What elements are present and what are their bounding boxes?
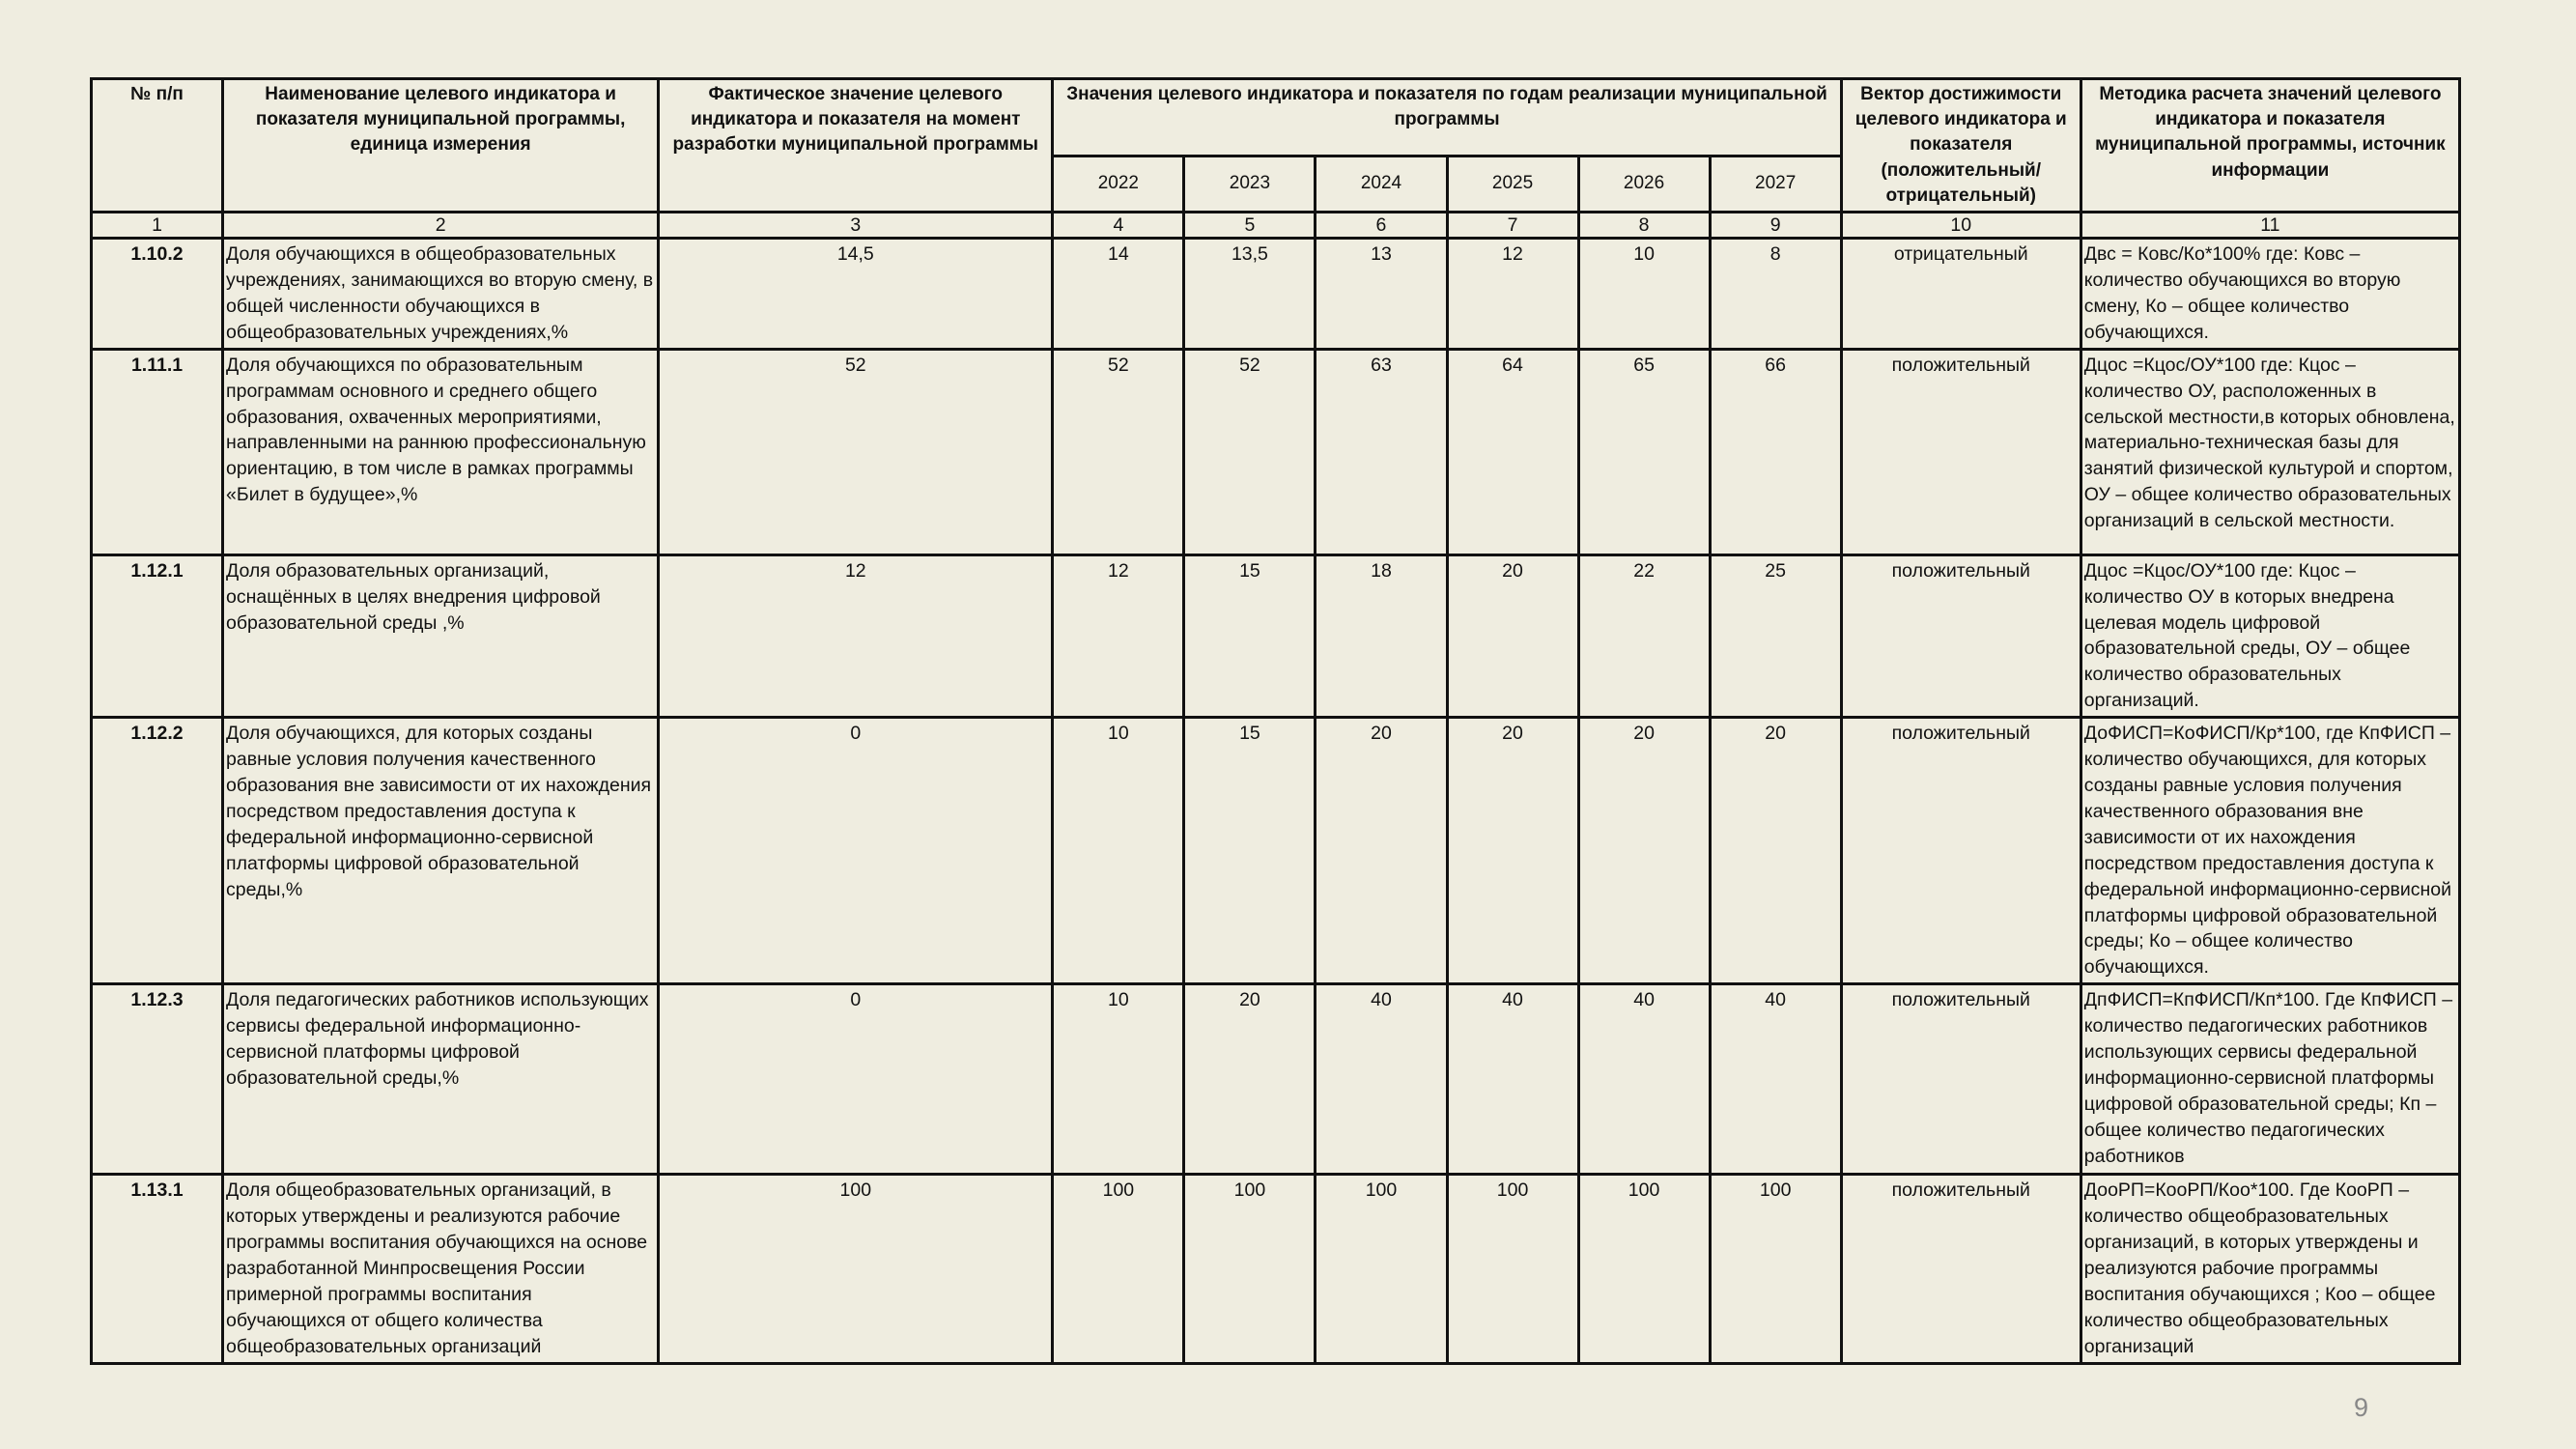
column-number: 8 — [1578, 213, 1710, 239]
row-num: 1.13.1 — [92, 1175, 223, 1363]
header-num: № п/п — [92, 79, 223, 213]
row-value-2023: 100 — [1184, 1175, 1316, 1363]
row-value-2022: 10 — [1053, 718, 1184, 984]
row-actual: 14,5 — [659, 239, 1053, 350]
row-value-2022: 100 — [1053, 1175, 1184, 1363]
column-number: 10 — [1841, 213, 2081, 239]
indicators-table — [90, 77, 2461, 1365]
row-name: Доля обучающихся по образовательным программам основного и среднего общего образования, охваченных мероприятиями, направленными на раннюю профессиональную ориентацию, в том числе в рамках программы «Билет в будущее»,% — [223, 349, 659, 554]
row-value-2022: 14 — [1053, 239, 1184, 350]
table-body — [92, 239, 2460, 1363]
row-name: Доля общеобразовательных организаций, в которых утверждены и реализуются рабочие программы воспитания обучающихся на основе разработанной Минпросвещения России примерной программы воспитания обучающихся от общего количества общеобразовательных организаций — [223, 1175, 659, 1363]
row-vector: положительный — [1841, 718, 2081, 984]
row-value-2023: 15 — [1184, 718, 1316, 984]
row-value-2023: 13,5 — [1184, 239, 1316, 350]
row-value-2023: 52 — [1184, 349, 1316, 554]
row-vector: положительный — [1841, 984, 2081, 1175]
column-number: 6 — [1316, 213, 1447, 239]
table-row — [92, 718, 2460, 984]
row-vector: положительный — [1841, 1175, 2081, 1363]
row-method: ДпФИСП=КпФИСП/Кп*100. Где КпФИСП – количество педагогических работников использующих сервисы федеральной информационно-сервисной платформы цифровой образовательной среды; Кп – общее количество педагогических работников — [2081, 984, 2459, 1175]
row-value-2024: 63 — [1316, 349, 1447, 554]
row-value-2024: 100 — [1316, 1175, 1447, 1363]
row-num: 1.12.3 — [92, 984, 223, 1175]
header-year-2025: 2025 — [1447, 156, 1578, 213]
header-year-2024: 2024 — [1316, 156, 1447, 213]
column-number: 1 — [92, 213, 223, 239]
header-year-2027: 2027 — [1710, 156, 1841, 213]
header-name: Наименование целевого индикатора и показателя муниципальной программы, единица измерения — [223, 79, 659, 213]
column-numbers-row — [92, 213, 2460, 239]
row-method: ДооРП=КооРП/Коо*100. Где КооРП – количество общеобразовательных организаций, в которых утверждены и реализуются рабочие программы воспитания обучающихся ; Коо – общее количество общеобразовательных организаций — [2081, 1175, 2459, 1363]
row-value-2025: 20 — [1447, 554, 1578, 717]
row-num: 1.12.1 — [92, 554, 223, 717]
row-value-2026: 22 — [1578, 554, 1710, 717]
column-number: 5 — [1184, 213, 1316, 239]
row-method: Дцос =Кцос/ОУ*100 где: Кцос – количество ОУ, расположенных в сельской местности,в которых обновлена, материально-техническая базы для занятий физической культурой и спортом, ОУ – общее количество образовательных организаций в сельской местности. — [2081, 349, 2459, 554]
page-number: 9 — [2354, 1393, 2369, 1422]
row-value-2026: 10 — [1578, 239, 1710, 350]
row-value-2024: 13 — [1316, 239, 1447, 350]
row-value-2027: 40 — [1710, 984, 1841, 1175]
row-value-2027: 66 — [1710, 349, 1841, 554]
table-row — [92, 239, 2460, 350]
header-year-2026: 2026 — [1578, 156, 1710, 213]
row-value-2025: 12 — [1447, 239, 1578, 350]
row-value-2026: 100 — [1578, 1175, 1710, 1363]
row-value-2026: 20 — [1578, 718, 1710, 984]
row-actual: 0 — [659, 984, 1053, 1175]
column-number: 3 — [659, 213, 1053, 239]
row-actual: 0 — [659, 718, 1053, 984]
header-year-2023: 2023 — [1184, 156, 1316, 213]
row-value-2026: 65 — [1578, 349, 1710, 554]
row-value-2027: 100 — [1710, 1175, 1841, 1363]
row-value-2025: 20 — [1447, 718, 1578, 984]
row-num: 1.10.2 — [92, 239, 223, 350]
row-method: ДоФИСП=КоФИСП/Кр*100, где КпФИСП – количество обучающихся, для которых созданы равные условия получения качественного образования вне зависимости от их нахождения посредством предоставления доступа к федеральной информационно-сервисной платформы цифровой образовательной среды; Ко – общее количество обучающихся. — [2081, 718, 2459, 984]
row-method: Двс = Ковс/Ко*100% где: Ковс – количество обучающихся во вторую смену, Ко – общее количество обучающихся. — [2081, 239, 2459, 350]
table-row — [92, 1175, 2460, 1363]
table-row — [92, 349, 2460, 554]
row-value-2024: 18 — [1316, 554, 1447, 717]
row-name: Доля образовательных организаций, оснащённых в целях внедрения цифровой образовательной среды ,% — [223, 554, 659, 717]
row-value-2025: 100 — [1447, 1175, 1578, 1363]
header-method: Методика расчета значений целевого индикатора и показателя муниципальной программы, источник информации — [2081, 79, 2459, 213]
row-value-2024: 40 — [1316, 984, 1447, 1175]
column-number: 2 — [223, 213, 659, 239]
row-name: Доля педагогических работников использующих сервисы федеральной информационно-сервисной платформы цифровой образовательной среды,% — [223, 984, 659, 1175]
row-actual: 100 — [659, 1175, 1053, 1363]
row-vector: положительный — [1841, 349, 2081, 554]
row-actual: 52 — [659, 349, 1053, 554]
table-header — [92, 79, 2460, 239]
row-value-2025: 64 — [1447, 349, 1578, 554]
header-vector: Вектор достижимости целевого индикатора и показателя (положительный/отрицательный) — [1841, 79, 2081, 213]
header-actual: Фактическое значение целевого индикатора и показателя на момент разработки муниципальной программы — [659, 79, 1053, 213]
row-num: 1.12.2 — [92, 718, 223, 984]
row-value-2022: 10 — [1053, 984, 1184, 1175]
row-name: Доля обучающихся в общеобразовательных учреждениях, занимающихся во вторую смену, в общей численности обучающихся в общеобразовательных учреждениях,% — [223, 239, 659, 350]
row-value-2023: 20 — [1184, 984, 1316, 1175]
row-value-2027: 25 — [1710, 554, 1841, 717]
column-number: 4 — [1053, 213, 1184, 239]
column-number: 7 — [1447, 213, 1578, 239]
column-number: 9 — [1710, 213, 1841, 239]
column-number: 11 — [2081, 213, 2459, 239]
row-vector: положительный — [1841, 554, 2081, 717]
row-actual: 12 — [659, 554, 1053, 717]
row-value-2027: 20 — [1710, 718, 1841, 984]
table-row — [92, 554, 2460, 717]
indicators-table-wrap — [90, 77, 2461, 1365]
table-row — [92, 984, 2460, 1175]
row-value-2022: 12 — [1053, 554, 1184, 717]
row-value-2025: 40 — [1447, 984, 1578, 1175]
row-value-2027: 8 — [1710, 239, 1841, 350]
row-method: Дцос =Кцос/ОУ*100 где: Кцос – количество ОУ в которых внедрена целевая модель цифровой образовательной среды, ОУ – общее количество образовательных организаций. — [2081, 554, 2459, 717]
row-vector: отрицательный — [1841, 239, 2081, 350]
row-value-2024: 20 — [1316, 718, 1447, 984]
row-value-2022: 52 — [1053, 349, 1184, 554]
row-num: 1.11.1 — [92, 349, 223, 554]
row-value-2023: 15 — [1184, 554, 1316, 717]
row-value-2026: 40 — [1578, 984, 1710, 1175]
header-year-2022: 2022 — [1053, 156, 1184, 213]
row-name: Доля обучающихся, для которых созданы равные условия получения качественного образования вне зависимости от их нахождения посредством предоставления доступа к федеральной информационно-сервисной платформы цифровой образовательной среды,% — [223, 718, 659, 984]
header-years-group: Значения целевого индикатора и показателя по годам реализации муниципальной программы — [1053, 79, 1841, 156]
